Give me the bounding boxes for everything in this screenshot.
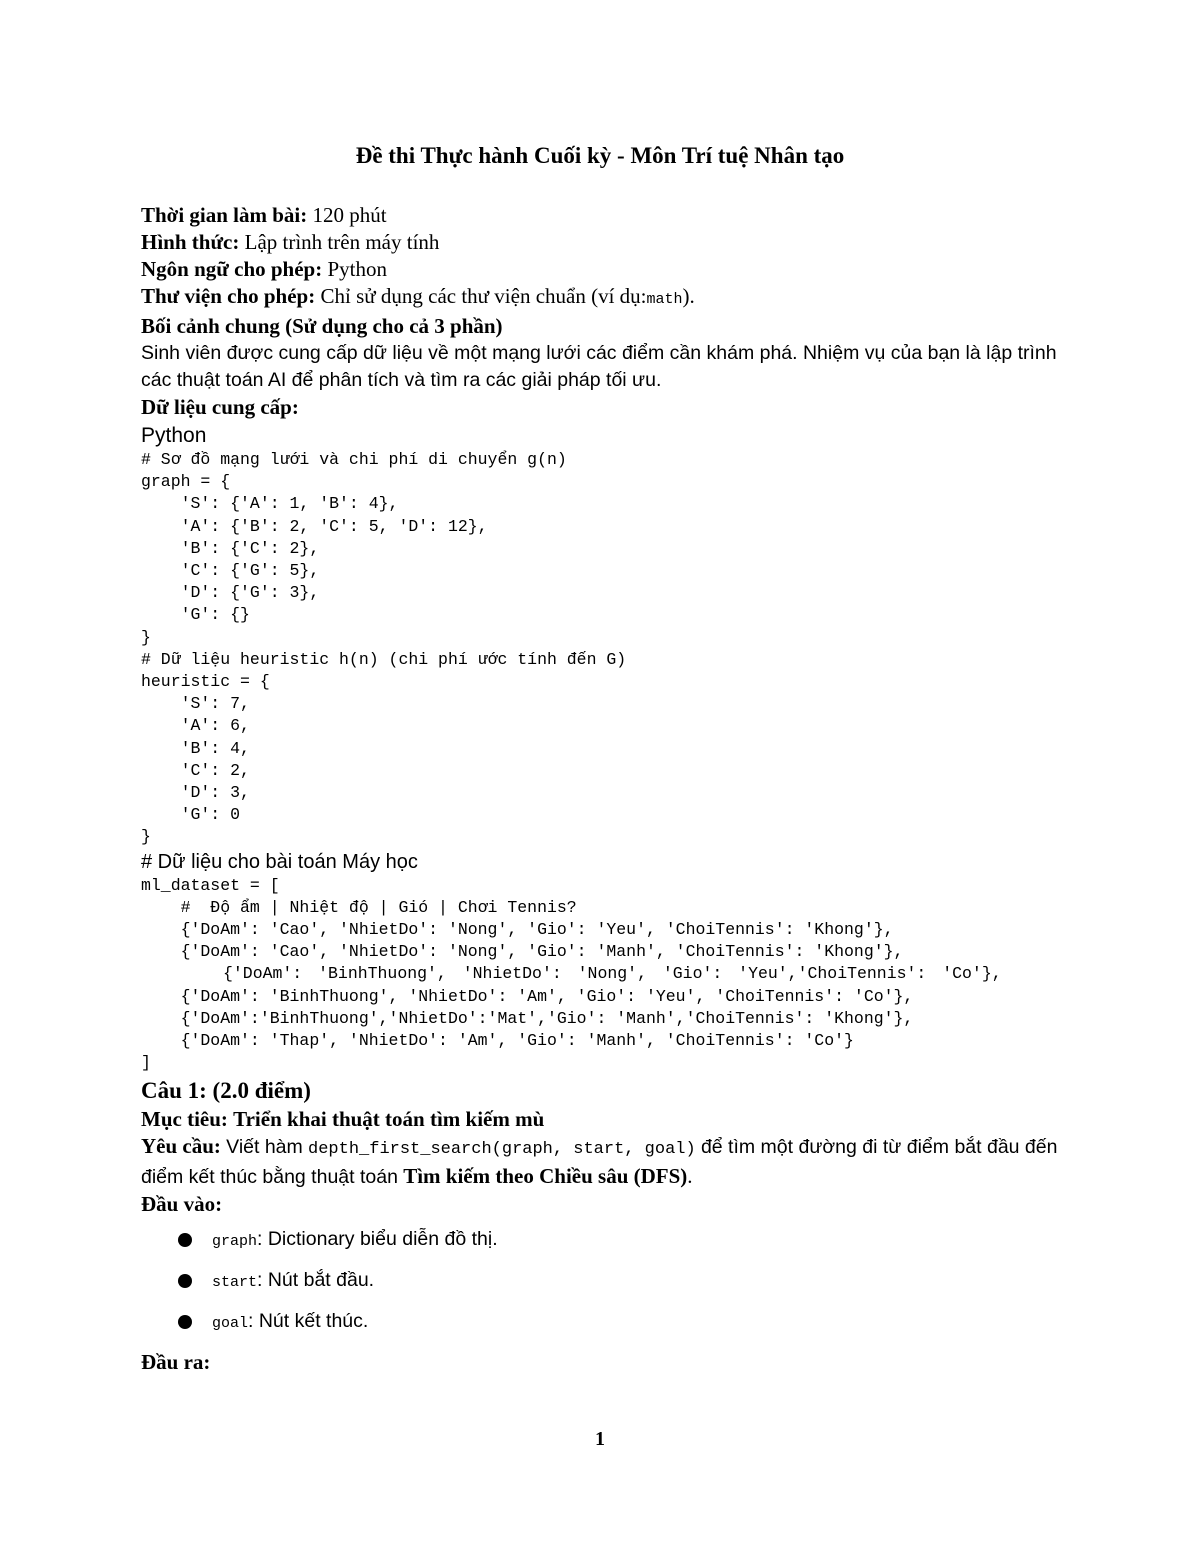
ml-dataset-wrapped-row: {'DoAm': 'BinhThuong', 'NhietDo': 'Nong', 'Gio': 'Yeu','ChoiTennis': 'Co'}, — [223, 964, 1002, 984]
graph-heuristic-code: # Sơ đồ mạng lưới và chi phí di chuyển g(n) graph = { 'S': {'A': 1, 'B': 4}, 'A': {'B': 2, 'C': 5, 'D': 12}, 'B': {'C': 2}, 'C': {'G': 5}, 'D': {'G': 3}, 'G': {} } # Dữ liệu heuristic h(n) (chi phí ước tính đến G) heuristic = { 'S': 7, 'A': 6, 'B': 4, 'C': 2, 'D': 3, 'G': 0 } — [141, 450, 627, 847]
question-1-heading: Câu 1: (2.0 điểm) — [141, 1078, 311, 1104]
question-1-goal — [141, 1106, 1061, 1133]
time-label: Thời gian làm bài: — [141, 203, 308, 227]
document-body — [141, 202, 1061, 1376]
bullet-icon — [178, 1274, 192, 1288]
input-desc: : Nút bắt đầu. — [257, 1269, 375, 1292]
input-heading: Đầu vào: — [141, 1192, 223, 1217]
time-value: 120 phút — [312, 203, 387, 227]
page-number: 1 — [595, 1428, 605, 1450]
requirement-algorithm: Tìm kiếm theo Chiều sâu (DFS) — [403, 1164, 688, 1189]
form-value: Lập trình trên máy tính — [244, 230, 440, 254]
requirement-end: . — [687, 1164, 693, 1189]
bullet-icon — [178, 1233, 192, 1247]
question-1-requirement — [141, 1133, 1061, 1191]
list-item — [141, 1226, 1061, 1267]
input-list — [141, 1226, 1061, 1349]
input-desc: : Dictionary biểu diễn đồ thị. — [257, 1228, 498, 1251]
goal-value: Triển khai thuật toán tìm kiếm mù — [233, 1107, 545, 1132]
exam-title: Đề thi Thực hành Cuối kỳ - Môn Trí tuệ Nhân tạo — [355, 143, 845, 168]
library-code: math — [646, 291, 683, 308]
input-code: start — [212, 1274, 258, 1292]
bullet-icon — [178, 1315, 192, 1329]
data-heading: Dữ liệu cung cấp: — [141, 395, 299, 419]
input-desc: : Nút kết thúc. — [248, 1310, 369, 1333]
language-label: Ngôn ngữ cho phép: — [141, 257, 323, 281]
requirement-function: depth_first_search(graph, start, goal) — [308, 1140, 696, 1160]
requirement-mid: để tìm một đường đi từ điểm bắt đầu đến điểm kết thúc bằng thuật toán — [141, 1136, 1058, 1189]
list-item — [141, 1308, 1061, 1349]
input-code: goal — [212, 1315, 249, 1333]
output-heading: Đầu ra: — [141, 1350, 211, 1375]
context-heading: Bối cảnh chung (Sử dụng cho cả 3 phần) — [141, 314, 503, 338]
language-value: Python — [327, 257, 387, 281]
ml-dataset-code: ml_dataset = [ # Độ ẩm | Nhiệt độ | Gió | Chơi Tennis? {'DoAm': 'Cao', 'NhietDo': 'Nong', 'Gio': 'Yeu', 'ChoiTennis': 'Khong'}, {'DoAm': 'Cao', 'NhietDo': 'Nong', 'Gio': 'Manh', 'ChoiTennis': 'Khong'}, — [141, 875, 904, 962]
list-item — [141, 1267, 1061, 1308]
requirement-pre: Viết hàm — [226, 1136, 303, 1159]
ml-comment: # Dữ liệu cho bài toán Máy học — [141, 850, 418, 873]
code-language-label: Python — [141, 424, 207, 447]
language-row — [141, 256, 1061, 283]
form-row — [141, 229, 1061, 256]
form-label: Hình thức: — [141, 230, 240, 254]
context-paragraph: Sinh viên được cung cấp dữ liệu về một mạng lưới các điểm cần khám phá. Nhiệm vụ của bạn là lập trình các thuật toán AI để phân tích và tìm ra các giải pháp tối ưu. — [141, 342, 1057, 391]
library-value: Chỉ sử dụng các thư viện chuẩn (ví dụ: — [320, 284, 647, 308]
input-code: graph — [212, 1233, 258, 1251]
ml-dataset-code-end: {'DoAm': 'BinhThuong', 'NhietDo': 'Am', 'Gio': 'Yeu', 'ChoiTennis': 'Co'}, {'DoAm':'BinhThuong','NhietDo':'Mat','Gio': 'Manh','ChoiTennis': 'Khong'}, {'DoAm': 'Thap', 'NhietDo': 'Am', 'Gio': 'Manh', 'ChoiTennis': 'Co'} ] — [141, 986, 914, 1073]
requirement-label: Yêu cầu: — [141, 1134, 221, 1159]
goal-label: Mục tiêu: — [141, 1107, 228, 1132]
library-value-end: ). — [682, 284, 695, 308]
library-label: Thư viện cho phép: — [141, 284, 316, 308]
time-row — [141, 202, 1061, 229]
library-row — [141, 283, 1061, 313]
